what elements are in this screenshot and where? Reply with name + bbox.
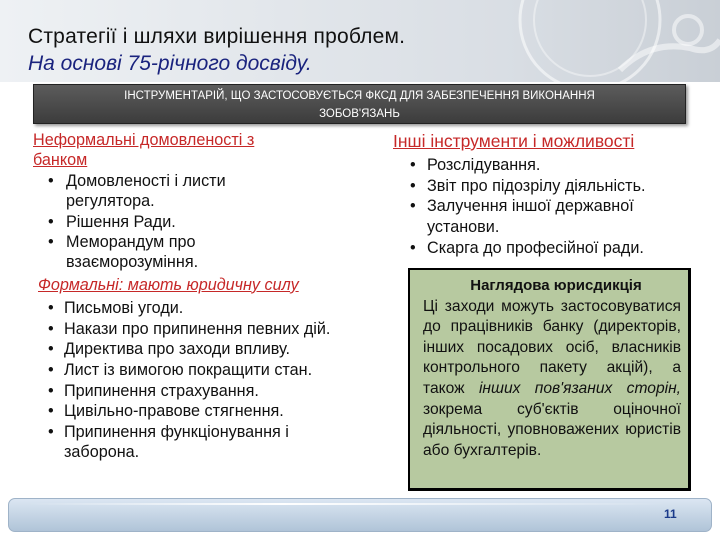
box-body [423, 297, 681, 462]
supervisory-jurisdiction-box [408, 268, 691, 491]
right-column [393, 131, 713, 259]
page-subtitle: На основі 75-річного досвіду. [28, 52, 312, 75]
other-tools-list [393, 155, 713, 259]
list-item: • Рішення Ради. [37, 212, 373, 232]
list-item: • Директива про заходи впливу. [35, 339, 373, 360]
list-item: • Меморандум про взаєморозуміння. [37, 232, 373, 273]
page-number: 11 [664, 507, 677, 521]
page-title: Стратегії і шляхи вирішення проблем. [28, 25, 406, 48]
list-item: • Лист із вимогою покращити стан. [35, 360, 373, 381]
list-item: • Письмові угоди. [35, 298, 373, 319]
left-column [33, 130, 373, 463]
box-text-italic: інших пов'язаних сторін, [478, 379, 681, 397]
informal-title-line-1: Неформальні домовленості з [33, 131, 255, 149]
header-band [0, 0, 720, 82]
informal-title-line-2: банком [33, 151, 88, 170]
footer-bar [8, 498, 712, 532]
box-text: Ці заходи можуть застосовуватися до працівників банку (директорів, інших посадових осіб, власників контрольного пакету акцій), а також [423, 297, 681, 397]
seal-ornament-icon [420, 0, 720, 82]
footer-highlight [27, 503, 667, 505]
list-item: • Розслідування. [397, 155, 713, 176]
banner-line-1: ІНСТРУМЕНТАРІЙ, ЩО ЗАСТОСОВУЄТЬСЯ ФКСД ДЛЯ ЗАБЕЗПЕЧЕННЯ ВИКОНАННЯ [124, 90, 595, 102]
list-item: • Припинення страхування. [35, 381, 373, 402]
list-item: • Припинення функціонування і заборона. [35, 422, 373, 463]
list-item: • Домовленості і листи регулятора. [37, 171, 373, 212]
banner-line-2: ЗОБОВ'ЯЗАНЬ [319, 108, 400, 120]
list-item: • Звіт про підозрілу діяльність. [397, 176, 713, 197]
other-tools-title: Інші інструменти і можливості [393, 131, 635, 151]
list-item: • Залучення іншої державної установи. [397, 196, 713, 238]
box-text-end: зокрема суб'єктів оціночної діяльності, уповноважених юристів або бухгалтерів. [423, 400, 681, 459]
box-title: Наглядова юрисдикція [470, 277, 642, 294]
informal-list [33, 171, 373, 273]
formal-title: Формальні: мають юридичну силу [38, 275, 299, 294]
formal-list [33, 298, 373, 463]
list-item: • Цивільно-правове стягнення. [35, 401, 373, 422]
section-banner [33, 84, 686, 124]
list-item: • Накази про припинення певних дій. [35, 319, 373, 340]
list-item: • Скарга до професійної ради. [397, 238, 713, 259]
